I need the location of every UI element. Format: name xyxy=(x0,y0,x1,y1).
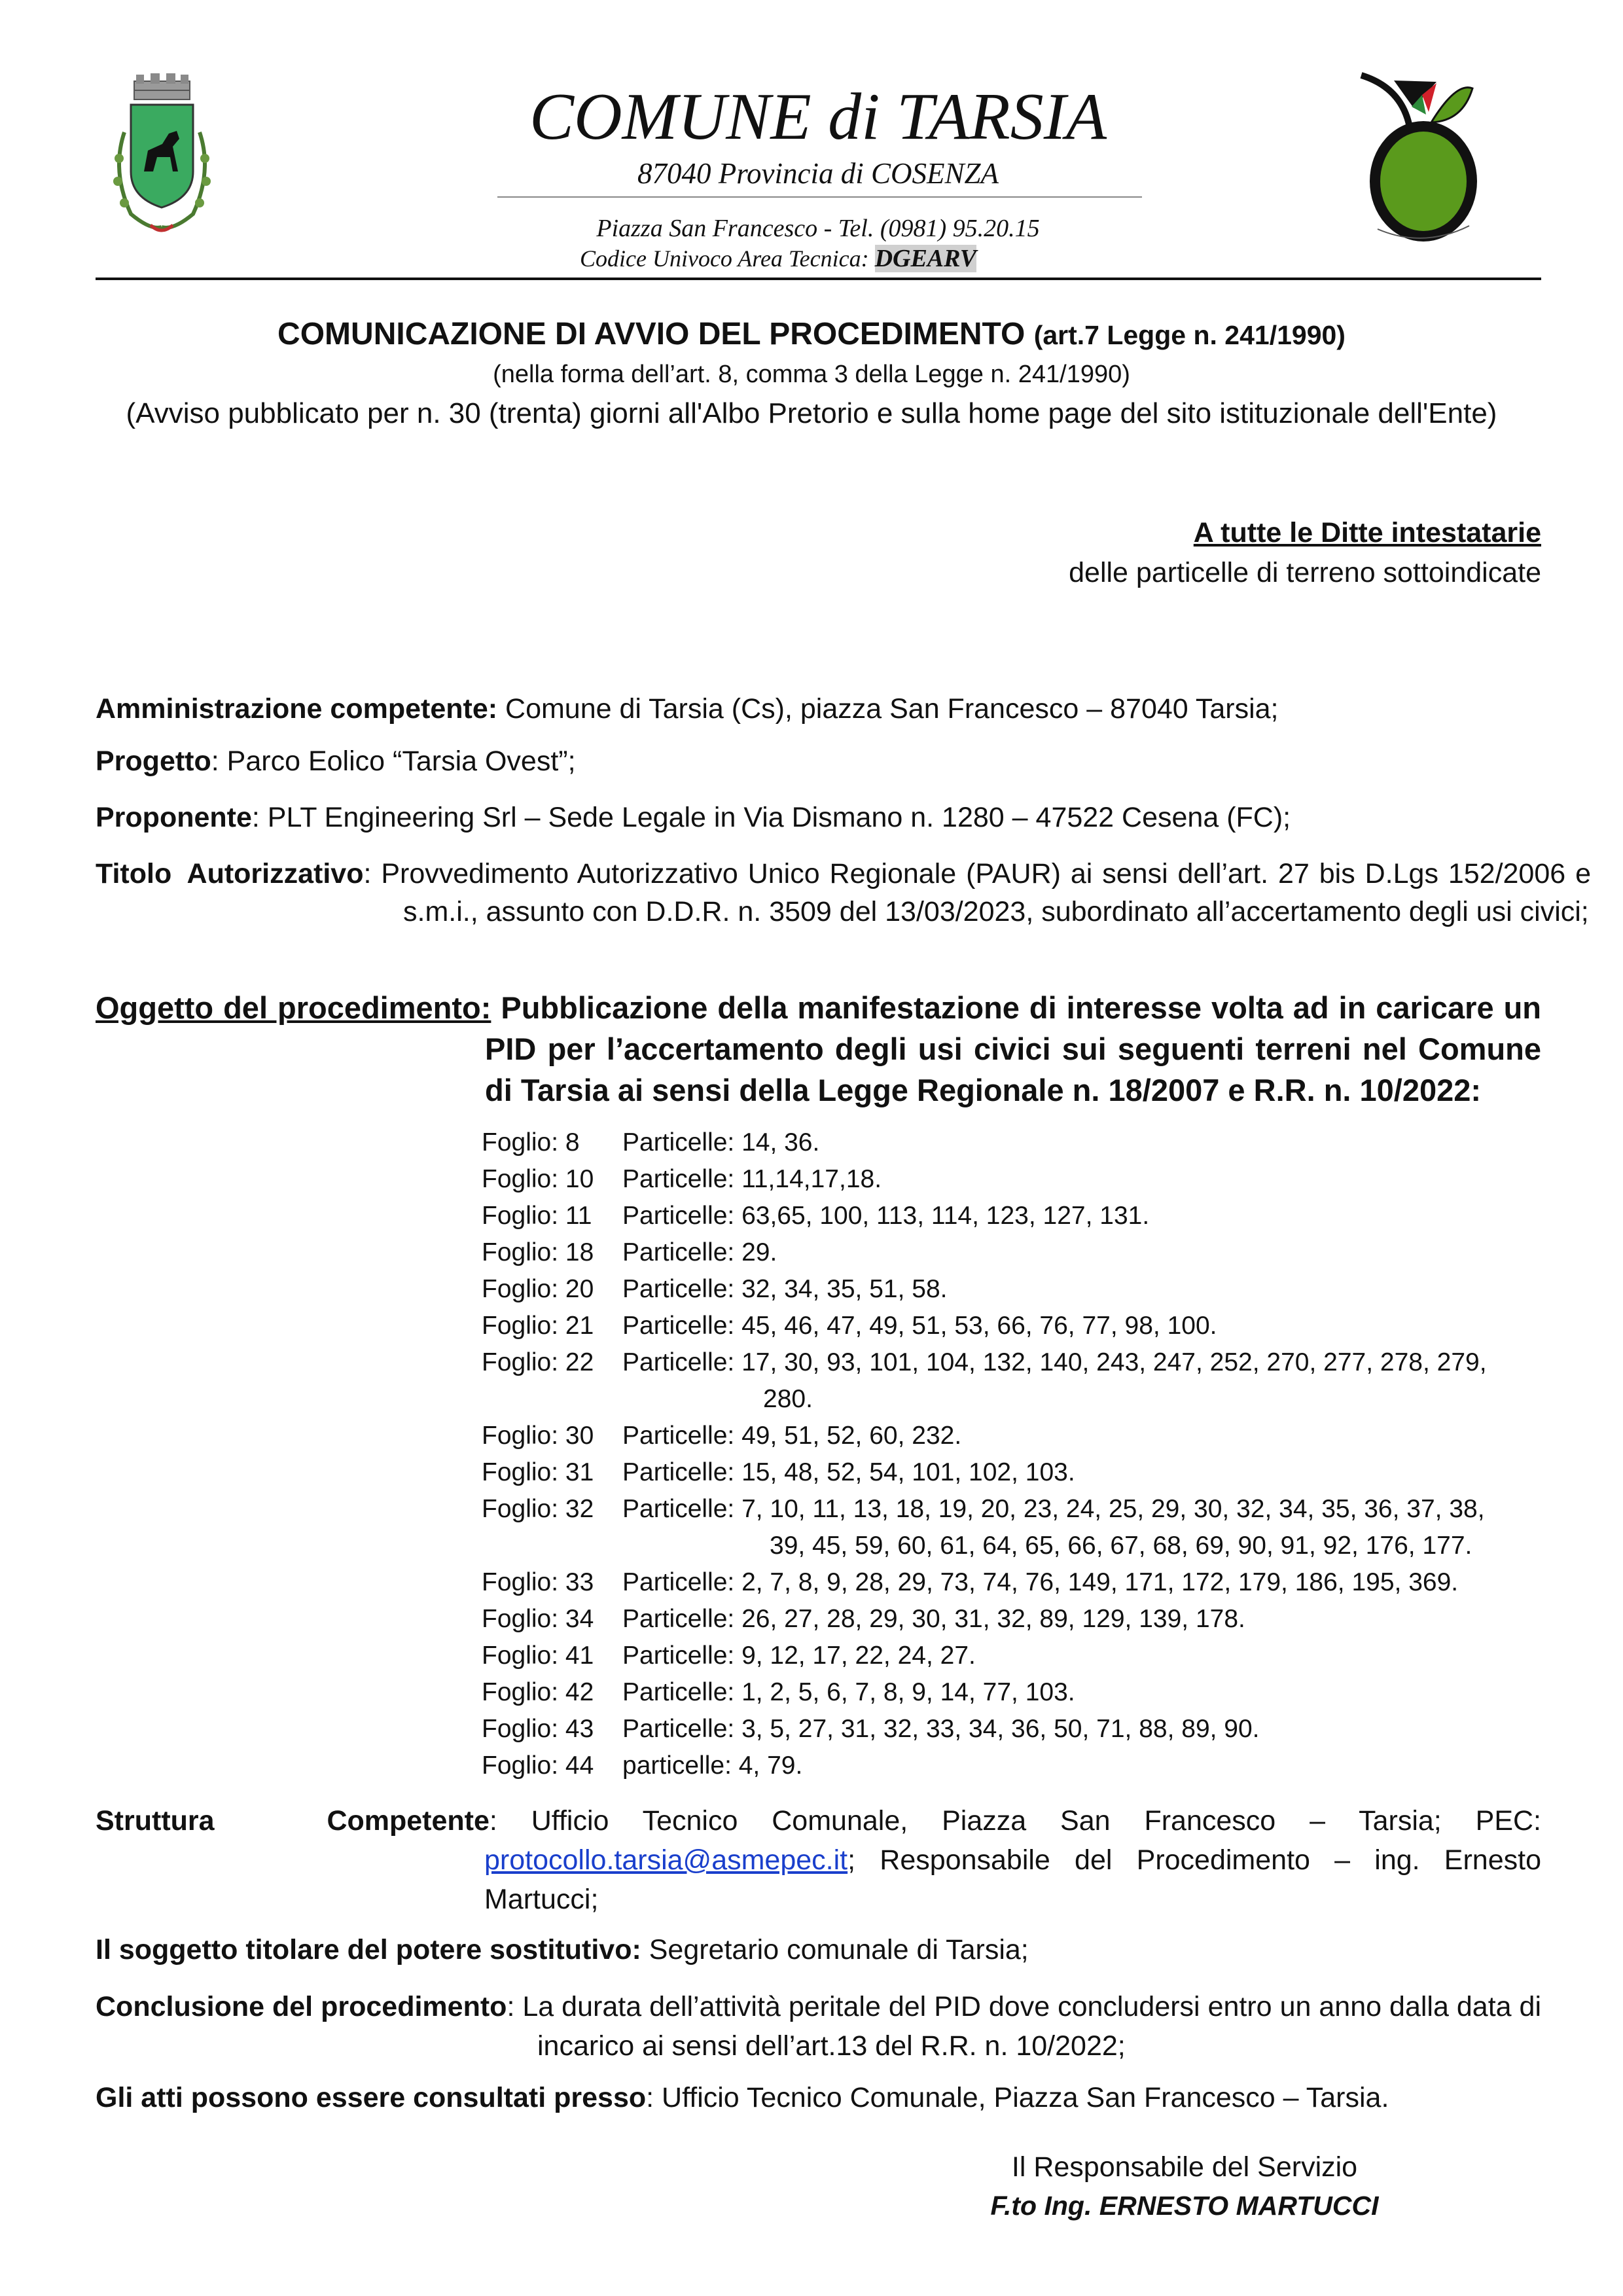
list-item xyxy=(482,1308,1217,1344)
parcel-numbers: Particelle: 45, 46, 47, 49, 51, 53, 66, 76, 77, 98, 100. xyxy=(622,1312,1217,1340)
field-subject-label: Oggetto del procedimento: xyxy=(96,990,491,1025)
municipality-title: COMUNE di TARSIA xyxy=(529,80,1107,154)
parcel-numbers: Particelle: 32, 34, 35, 51, 58. xyxy=(622,1275,948,1303)
list-item-continuation xyxy=(763,1381,813,1418)
pec-email-link[interactable]: protocollo.tarsia@asmepec.it xyxy=(484,1844,848,1876)
list-item xyxy=(482,1418,961,1454)
list-item xyxy=(482,1161,882,1198)
olive-logo xyxy=(1358,69,1489,245)
sheet-number: Foglio: 30 xyxy=(482,1422,594,1450)
list-item xyxy=(482,1748,802,1784)
field-administration-label: Amministrazione competente: xyxy=(96,693,498,725)
parcel-numbers: Particelle: 17, 30, 93, 101, 104, 132, 140, 243, 247, 252, 270, 277, 278, 279, xyxy=(622,1348,1487,1376)
signature-role: Il Responsabile del Servizio xyxy=(1011,2151,1358,2183)
notice-law-ref: (art.7 Legge n. 241/1990) xyxy=(1033,320,1346,350)
field-project-value: : Parco Eolico “Tarsia Ovest”; xyxy=(211,745,576,777)
parcel-numbers: Particelle: 15, 48, 52, 54, 101, 102, 103. xyxy=(622,1458,1075,1486)
signature-name xyxy=(955,2187,1414,2224)
parcel-numbers: Particelle: 29. xyxy=(622,1238,777,1266)
list-item xyxy=(482,1234,777,1271)
parcel-numbers: Particelle: 7, 10, 11, 13, 18, 19, 20, 23, 24, 25, 29, 30, 32, 34, 35, 36, 37, 38, xyxy=(622,1495,1485,1523)
field-subject-value: Pubblicazione della manifestazione di interesse volta ad in caricare un PID per l’accertamento degli usi civici sui seguenti terreni nel Comune di Tarsia ai sensi della Legge Regionale n. 18/2007 e R.R. n. 10/2022: xyxy=(485,990,1542,1107)
parcel-numbers: Particelle: 2, 7, 8, 9, 28, 29, 73, 74, 76, 149, 171, 172, 179, 186, 195, 369. xyxy=(622,1568,1459,1596)
field-conclusion-value: : La durata dell’attività peritale del PID dove concludersi entro un anno dalla data di incarico ai sensi dell’art.13 del R.R. n. 10/2022; xyxy=(507,1991,1542,2062)
parcel-numbers: 280. xyxy=(763,1385,813,1413)
field-substitute xyxy=(96,1931,1541,1969)
code-label: Codice Univoco Area Tecnica: xyxy=(580,245,875,272)
parcel-numbers: Particelle: 14, 36. xyxy=(622,1128,820,1157)
notice-subtitle: (nella forma dell’art. 8, comma 3 della Legge n. 241/1990) xyxy=(493,361,1130,388)
recipient-subtitle: delle particelle di terreno sottoindicate xyxy=(1069,557,1541,588)
list-item xyxy=(482,1564,1458,1601)
parcel-numbers: Particelle: 26, 27, 28, 29, 30, 31, 32, 89, 129, 139, 178. xyxy=(622,1605,1245,1633)
field-proponent-label: Proponente xyxy=(96,802,252,833)
sheet-number: Foglio: 21 xyxy=(482,1312,594,1340)
field-authorization-label: Titolo Autorizzativo xyxy=(96,858,364,889)
province-line: 87040 Provincia di COSENZA xyxy=(637,157,999,190)
sheet-number: Foglio: 20 xyxy=(482,1275,594,1303)
parcel-numbers: Particelle: 11,14,17,18. xyxy=(622,1165,882,1193)
sheet-number: Foglio: 32 xyxy=(482,1495,594,1523)
code-value: DGEARV xyxy=(874,245,977,272)
field-structure xyxy=(96,1801,1541,1919)
sheet-number: Foglio: 18 xyxy=(482,1238,594,1266)
sheet-number: Foglio: 22 xyxy=(482,1348,594,1376)
parcel-numbers: 39, 45, 59, 60, 61, 64, 65, 66, 67, 68, 69, 90, 91, 92, 176, 177. xyxy=(770,1532,1472,1560)
sheet-number: Foglio: 33 xyxy=(482,1568,594,1596)
parcel-numbers: Particelle: 49, 51, 52, 60, 232. xyxy=(622,1422,962,1450)
field-structure-value-a: : Ufficio Tecnico Comunale, Piazza San Francesco – Tarsia; PEC: xyxy=(489,1805,1542,1837)
list-item xyxy=(482,1344,1487,1381)
field-conclusion xyxy=(96,1987,1541,2066)
field-documents-label: Gli atti possono essere consultati presso xyxy=(96,2082,647,2113)
field-structure-label: Struttura Competente xyxy=(96,1805,490,1837)
sheet-number: Foglio: 10 xyxy=(482,1165,594,1193)
field-conclusion-label: Conclusione del procedimento xyxy=(96,1991,507,2022)
sheet-number: Foglio: 8 xyxy=(482,1128,580,1157)
list-item xyxy=(482,1271,948,1308)
parcel-numbers: Particelle: 63,65, 100, 113, 114, 123, 127, 131. xyxy=(622,1202,1150,1230)
sheet-number: Foglio: 31 xyxy=(482,1458,594,1486)
parcel-numbers: Particelle: 1, 2, 5, 6, 7, 8, 9, 14, 77, 103. xyxy=(622,1678,1075,1706)
field-administration xyxy=(96,690,1541,728)
field-project-label: Progetto xyxy=(96,745,211,777)
address-line: Piazza San Francesco - Tel. (0981) 95.20.15 xyxy=(596,215,1040,242)
list-item xyxy=(482,1454,1075,1491)
field-substitute-label: Il soggetto titolare del potere sostitutivo: xyxy=(96,1934,641,1965)
field-project xyxy=(96,742,1541,780)
list-item xyxy=(482,1638,976,1674)
field-authorization-value: : Provvedimento Autorizzativo Unico Regionale (PAUR) ai sensi dell’art. 27 bis D.Lgs 152/2006 e s.m.i., assunto con D.D.R. n. 3509 del 13/03/2023, subordinato all’accertamento degli usi civici; xyxy=(363,858,1591,927)
sheet-number: Foglio: 11 xyxy=(482,1202,592,1230)
field-administration-value: Comune di Tarsia (Cs), piazza San Francesco – 87040 Tarsia; xyxy=(497,693,1279,725)
sheet-number: Foglio: 44 xyxy=(482,1751,594,1780)
header-rule-inner xyxy=(497,196,1142,198)
sheet-number: Foglio: 41 xyxy=(482,1641,594,1670)
list-item xyxy=(482,1491,1485,1528)
list-item xyxy=(482,1124,819,1161)
signature-person: ERNESTO MARTUCCI xyxy=(1099,2191,1379,2221)
field-documents xyxy=(96,2079,1541,2117)
field-authorization xyxy=(96,855,1591,931)
field-structure-value-b: ; Responsabile del Procedimento – ing. Ernesto Martucci; xyxy=(484,1844,1541,1915)
parcel-numbers: Particelle: 3, 5, 27, 31, 32, 33, 34, 36, 50, 71, 88, 89, 90. xyxy=(622,1715,1260,1743)
field-documents-value: : Ufficio Tecnico Comunale, Piazza San Francesco – Tarsia. xyxy=(646,2082,1389,2113)
parcel-numbers: particelle: 4, 79. xyxy=(622,1751,803,1780)
list-item xyxy=(482,1198,1149,1234)
code-line xyxy=(580,243,976,274)
crest-logo xyxy=(105,73,219,237)
parcel-numbers: Particelle: 9, 12, 17, 22, 24, 27. xyxy=(622,1641,976,1670)
sheet-number: Foglio: 34 xyxy=(482,1605,594,1633)
sheet-number: Foglio: 43 xyxy=(482,1715,594,1743)
notice-heading xyxy=(65,314,1558,355)
list-item xyxy=(482,1674,1075,1711)
notice-title: COMUNICAZIONE DI AVVIO DEL PROCEDIMENTO xyxy=(277,317,1026,351)
recipient-title: A tutte le Ditte intestatarie xyxy=(1193,517,1541,548)
field-proponent-value: : PLT Engineering Srl – Sede Legale in Via Dismano n. 1280 – 47522 Cesena (FC); xyxy=(251,802,1291,833)
list-item-continuation xyxy=(770,1528,1472,1564)
header-rule xyxy=(96,278,1541,280)
field-proponent xyxy=(96,798,1541,836)
list-item xyxy=(482,1711,1260,1748)
signature-prefix: F.to Ing. xyxy=(990,2191,1099,2221)
field-subject xyxy=(96,987,1541,1111)
sheet-number: Foglio: 42 xyxy=(482,1678,594,1706)
notice-publication: (Avviso pubblicato per n. 30 (trenta) giorni all'Albo Pretorio e sulla home page del sito istituzionale dell'Ente) xyxy=(126,397,1497,429)
field-substitute-value: Segretario comunale di Tarsia; xyxy=(641,1934,1029,1965)
list-item xyxy=(482,1601,1245,1638)
